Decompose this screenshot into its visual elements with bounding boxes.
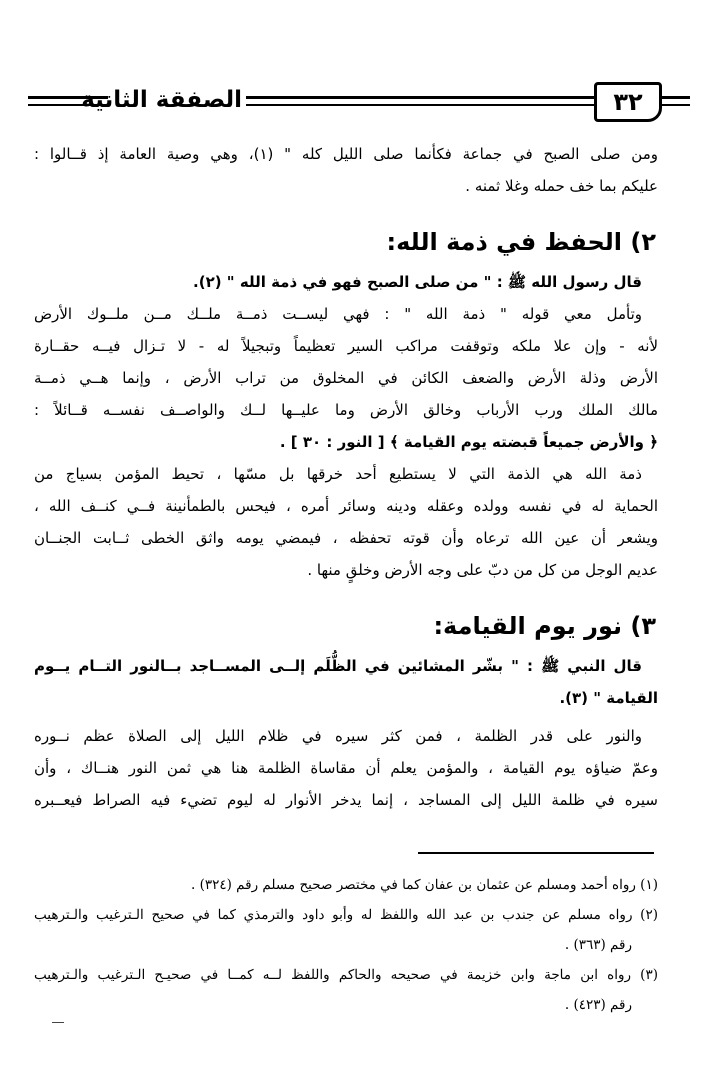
page-header xyxy=(28,82,690,122)
hadith-line: القيامة " (٣). xyxy=(559,689,658,707)
text-line: الأرض وذلة الأرض والضعف الكائن في المخلوق من تراب الأرض ، وإنما هــي ذمــة xyxy=(34,369,658,387)
footnotes xyxy=(34,870,658,1020)
text-line: الحماية له في نفسه وولده وعقله ودينه وسائر أمره ، فيحس بالطمأنينة فــي كنــف الله ، xyxy=(34,497,658,515)
quran-verse: ﴿ والأرض جميعاً قبضته يوم القيامة ﴾ [ النور : ٣٠ ] . xyxy=(279,433,658,451)
hadith-line: قال رسول الله ﷺ : " من صلى الصبح فهو في ذمة الله " (٢). xyxy=(193,273,642,291)
footnote-1: (١) رواه أحمد ومسلم عن عثمان بن عفان كما في مختصر صحيح مسلم رقم (٣٢٤) . xyxy=(191,877,658,893)
text-line: ويشعر أن عين الله ترعاه وأن قوته تحفظه ، فيمضي يومه واثق الخطى ثــابت الجنــان xyxy=(34,529,658,547)
section-heading-3: ٣) نور يوم القيامة: xyxy=(433,612,656,640)
footnote-2: (٢) رواه مسلم عن جندب بن عبد الله واللفظ له وأبو داود والترمذي كما في صحيح الـترغيب والـترهيب xyxy=(34,907,658,923)
page-number: ٣٢ xyxy=(594,82,662,122)
section-heading-2: ٢) الحفظ في ذمة الله: xyxy=(386,228,656,256)
text-line: ذمة الله هي الذمة التي لا يستطيع أحد خرقها بل مسّها ، تحيط المؤمن بسياج من xyxy=(34,465,642,483)
section-title: الصفقة الثانية xyxy=(81,87,242,113)
text-line: سيره في ظلمة الليل إلى المساجد ، إنما يدخر الأنوار له ليوم تضيء فيه الصراط فيعــبره xyxy=(34,791,658,809)
footnote-2-continued: رقم (٣٦٣) . xyxy=(564,937,632,953)
text-line: والنور على قدر الظلمة ، فمن كثر سيره في ظلام الليل إلى الصلاة عظم نــوره xyxy=(34,727,642,745)
header-rule-right xyxy=(660,96,690,106)
page-edge-mark xyxy=(52,1022,64,1023)
text-line: مالك الملك ورب الأرباب وخالق الأرض وما عليــها لــك والواصــف نفســه قــائلاً : xyxy=(34,401,658,419)
text-line: عديم الوجل من كل من دبّ على وجه الأرض وخلقٍ منها . xyxy=(307,561,658,579)
text-line: ومن صلى الصبح في جماعة فكأنما صلى الليل كله " (١)، وهي وصية العامة إذ قــالوا : xyxy=(34,145,658,163)
body-text xyxy=(34,138,658,816)
text-line: وعمّ ضياؤه يوم القيامة ، والمؤمن يعلم أن مقاساة الظلمة هنا هي ثمن النور هنــاك ، وأن xyxy=(34,759,658,777)
header-rule-middle xyxy=(246,96,594,106)
hadith-line: قال النبي ﷺ : " بشّر المشائين في الظُّلَم إلــى المســاجد بــالنور التــام يــوم xyxy=(34,657,642,675)
header-rule-left xyxy=(28,96,108,106)
footnote-separator xyxy=(418,852,654,854)
footnote-3-continued: رقم (٤٢٣) . xyxy=(564,997,632,1013)
text-line: لأنه - وإن علا ملكه وتوقفت مراكب السير تعظيماً وتبجيلاً له - لا تـزال فيــه حقــارة xyxy=(34,337,658,355)
text-line: عليكم بما خف حمله وغلا ثمنه . xyxy=(465,177,658,195)
text-line: وتأمل معي قوله " ذمة الله " : فهي ليســت ذمــة ملــك مــن ملــوك الأرض xyxy=(34,305,642,323)
footnote-3: (٣) رواه ابن ماجة وابن خزيمة في صحيحه والحاكم واللفظ لــه كمــا في صحيـح الـترغيب والـترهيب xyxy=(34,967,658,983)
